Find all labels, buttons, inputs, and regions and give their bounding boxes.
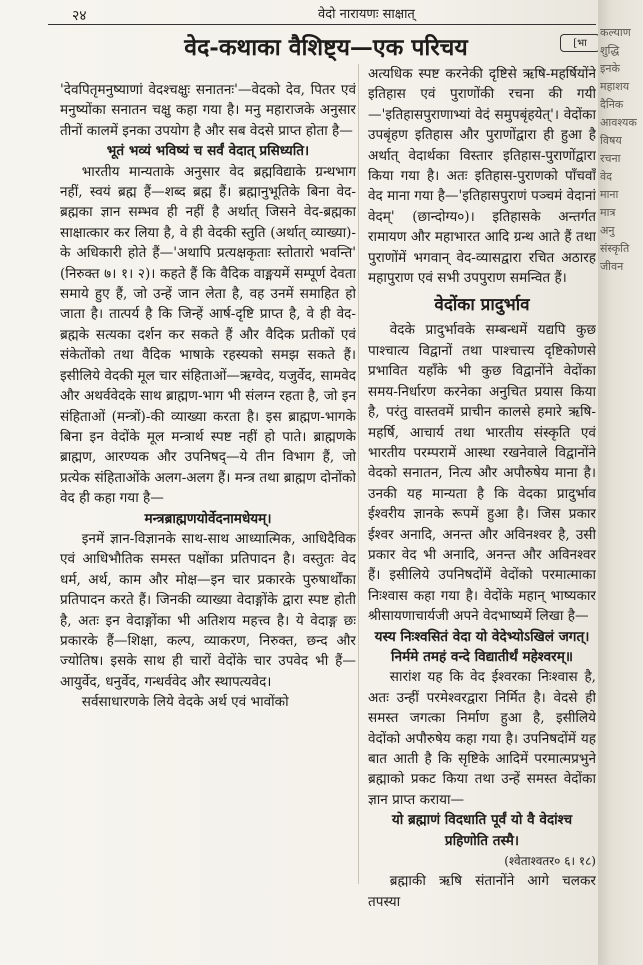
citation: (श्वेताश्वतर० ६। १८) <box>504 854 596 869</box>
adjacent-page-text <box>600 24 643 276</box>
edge-line: अनु <box>600 224 615 237</box>
quote: भूतं भव्यं भविष्यं च सर्वं वेदात् प्रसिध्यति। <box>106 143 310 160</box>
paragraph: सारांश यह कि वेद ईश्वरका निःश्वास है, अतः उन्हीं परमेश्वरद्वारा निर्मित है। वेदसे ही समस्त जगत्का निर्माण हुआ है, इसीलिये वेदोंको अपौरुषेय कहा गया है। उपनिषदोंमें यह बात आती है कि सृष्टिके आदिमें परमात्मप्रभुने ब्रह्माको प्रकट किया तथा उन्हें समस्त वेदोंका ज्ञान प्राप्त कराया— <box>368 669 596 808</box>
paragraph: सर्वसाधारणके लिये वेदके अर्थ एवं भावोंको <box>81 694 289 711</box>
verse-line: यस्य निःश्वसितं वेदा यो वेदेभ्योऽखिलं जगत्। <box>374 628 590 645</box>
adjacent-page-edge <box>598 0 643 965</box>
header-rule <box>48 24 596 25</box>
edge-line: मात्र <box>600 206 616 219</box>
page-number: २४ <box>72 8 87 24</box>
edge-line: कल्याण <box>600 26 631 39</box>
edge-line: विषय <box>600 134 622 147</box>
paragraph: अत्यधिक स्पष्ट करनेकी दृष्टिसे ऋषि-महर्षियोंने इतिहास एवं पुराणोंकी रचना की गयी—'इतिहासपुराणाभ्यां वेदं समुपबृंहयेत्'। वेदोंका उपबृंहण इतिहास और पुराणोंद्वारा ही हुआ है अर्थात् वेदार्थका विस्तार इतिहास-पुराणोंद्वारा किया गया है। अतः इतिहास-पुराणको पाँचवाँ वेद माना गया है—'इतिहासपुराणं पञ्चमं वेदानां वेदम्' (छान्दोग्य०)। इतिहासके अन्तर्गत रामायण और महाभारत आदि ग्रन्थ आते हैं तथा पुराणोंमें भगवान् वेद-व्यासद्वारा रचित अठारह महापुराण एवं सभी उपपुराण समन्वित हैं। <box>368 66 596 287</box>
article-title: वेद-कथाका वैशिष्ट्य—एक परिचय <box>184 34 468 61</box>
section-heading: वेदोंका प्रादुर्भाव <box>434 295 530 316</box>
edge-line: माना <box>600 188 619 201</box>
edge-line: शुद्धि <box>600 44 620 57</box>
page-header <box>48 2 596 24</box>
edge-line: संस्कृति <box>600 242 630 255</box>
verse-line: निर्ममे तमहं वन्दे विद्यातीर्थं महेश्वरम्॥ <box>391 648 573 665</box>
paragraph: ब्रह्माकी ऋषि संतानोंने आगे चलकर तपस्या <box>368 873 596 910</box>
edge-line: महाशय <box>600 80 630 93</box>
verse-line: यो ब्रह्माणं विदधाति पूर्वं यो वै वेदांश्च प्रहिणोति तस्मै। <box>391 812 573 849</box>
left-column <box>60 80 356 960</box>
right-column <box>368 64 596 960</box>
edge-line: रचना <box>600 152 621 165</box>
running-title: वेदो नारायणः साक्षात् <box>318 7 415 22</box>
paragraph: वेदके प्रादुर्भावके सम्बन्धमें यद्यपि कुछ पाश्चात्य विद्वानों तथा पाश्चात्त्य दृष्टिकोणसे प्रभावित यहाँके भी कुछ विद्वानोंने वेदोंका समय-निर्धारण करनेका अनुचित प्रयास किया है, परंतु वास्तवमें प्राचीन कालसे हमारे ऋषि-महर्षि, आचार्य तथा भारतीय संस्कृति एवं भारतीय परम्परामें आस्था रखनेवाले विद्वानोंने वेदको सनातन, नित्य और अपौरुषेय माना है। उनकी यह मान्यता है कि वेदका प्रादुर्भाव ईश्वरीय ज्ञानके रूपमें हुआ है। जिस प्रकार ईश्वर अनादि, अनन्त और अविनश्वर है, उसी प्रकार वेद भी अनादि, अनन्त और अविनश्वर हैं। इसीलिये उपनिषदोंमें वेदोंको परमात्माका निःश्वास कहा गया है। वेदोंके महान् भाष्यकार श्रीसायणाचार्यजी अपने वेदभाष्यमें लिखा है— <box>368 322 596 625</box>
paragraph: इनमें ज्ञान-विज्ञानके साथ-साथ आध्यात्मिक, आधिदैविक एवं आधिभौतिक समस्त पक्षोंका प्रतिपादन है। वस्तुतः वेद धर्म, अर्थ, काम और मोक्ष—इन चार प्रकारके पुरुषार्थोंका प्रतिपादन करते हैं। जिनकी व्याख्या वेदाङ्गोंके द्वारा स्पष्ट होती है, अतः इन वेदाङ्गोंका भी अतिशय महत्त्व है। ये वेदाङ्ग छः प्रकारके हैं—शिक्षा, कल्प, व्याकरण, निरुक्त, छन्द और ज्योतिष। इसके साथ ही चारों वेदोंके चार उपवेद भी हैं—आयुर्वेद, धनुर्वेद, गन्धर्ववेद और स्थापत्यवेद। <box>60 530 356 690</box>
edge-line: इनके <box>600 62 620 75</box>
paragraph: 'देवपितृमनुष्याणां वेदश्चक्षुः सनातनः'—वेदको देव, पितर एवं मनुष्योंका सनातन चक्षु कहा गया है। मनु महाराजके अनुसार तीनों कालमें इनका उपयोग है और सब वेदसे प्राप्त होता है— <box>60 82 356 139</box>
edge-line: दैनिक <box>600 98 624 111</box>
paragraph: भारतीय मान्यताके अनुसार वेद ब्रह्मविद्याके ग्रन्थभाग नहीं, स्वयं ब्रह्म हैं—शब्द ब्रह्म हैं। ब्रह्मानुभूतिके बिना वेद-ब्रह्मका ज्ञान सम्भव ही नहीं है अर्थात् जिसने वेद-ब्रह्मका साक्षात्कार कर लिया है, वे ही वेदकी स्तुति (अर्थात् व्याख्या)-के अधिकारी होते हैं—'अथापि प्रत्यक्षकृताः स्तोतारो भवन्ति' (निरुक्त ७। १। २)। कहते हैं कि वैदिक वाङ्मयमें सम्पूर्ण देवता समाये हुए हैं, जो उन्हें जान लेता है, वह उनमें समाहित हो जाता है। तात्पर्य है कि जिन्हें आर्ष-दृष्टि प्राप्त है, वे ही वेद-ब्रह्मके सत्यका दर्शन कर सकते हैं और वैदिक प्रतीकों एवं संकेतोंको तथा वैदिक भाषाके रहस्यको समझ सकते हैं। इसीलिये वेदकी मूल चार संहिताओं—ऋग्वेद, यजुर्वेद, सामवेद और अथर्ववेदके साथ ब्राह्मण-भाग भी संलग्न रहता है, जो इन संहिताओं (मन्त्रों)-की व्याख्या करता है। इस ब्राह्मण-भागके बिना इन वेदोंके मूल मन्त्रार्थ स्पष्ट नहीं हो पाते। ब्राह्मणके ब्राह्मण, आरण्यक और उपनिषद्—ये तीन विभाग हैं, जो प्रत्येक संहिताओंके अलग-अलग हैं। मन्त्र तथा ब्राह्मण दोनोंको वेद ही कहा गया है— <box>60 163 356 507</box>
edge-line: वेद <box>600 170 612 183</box>
edge-line: आवश्यक <box>600 116 637 129</box>
edge-line: जीवन <box>600 260 624 273</box>
page-badge: [भा <box>560 34 598 52</box>
quote: मन्त्रब्राह्मणयोर्वेदनामधेयम्। <box>144 510 272 527</box>
column-divider <box>358 64 359 884</box>
